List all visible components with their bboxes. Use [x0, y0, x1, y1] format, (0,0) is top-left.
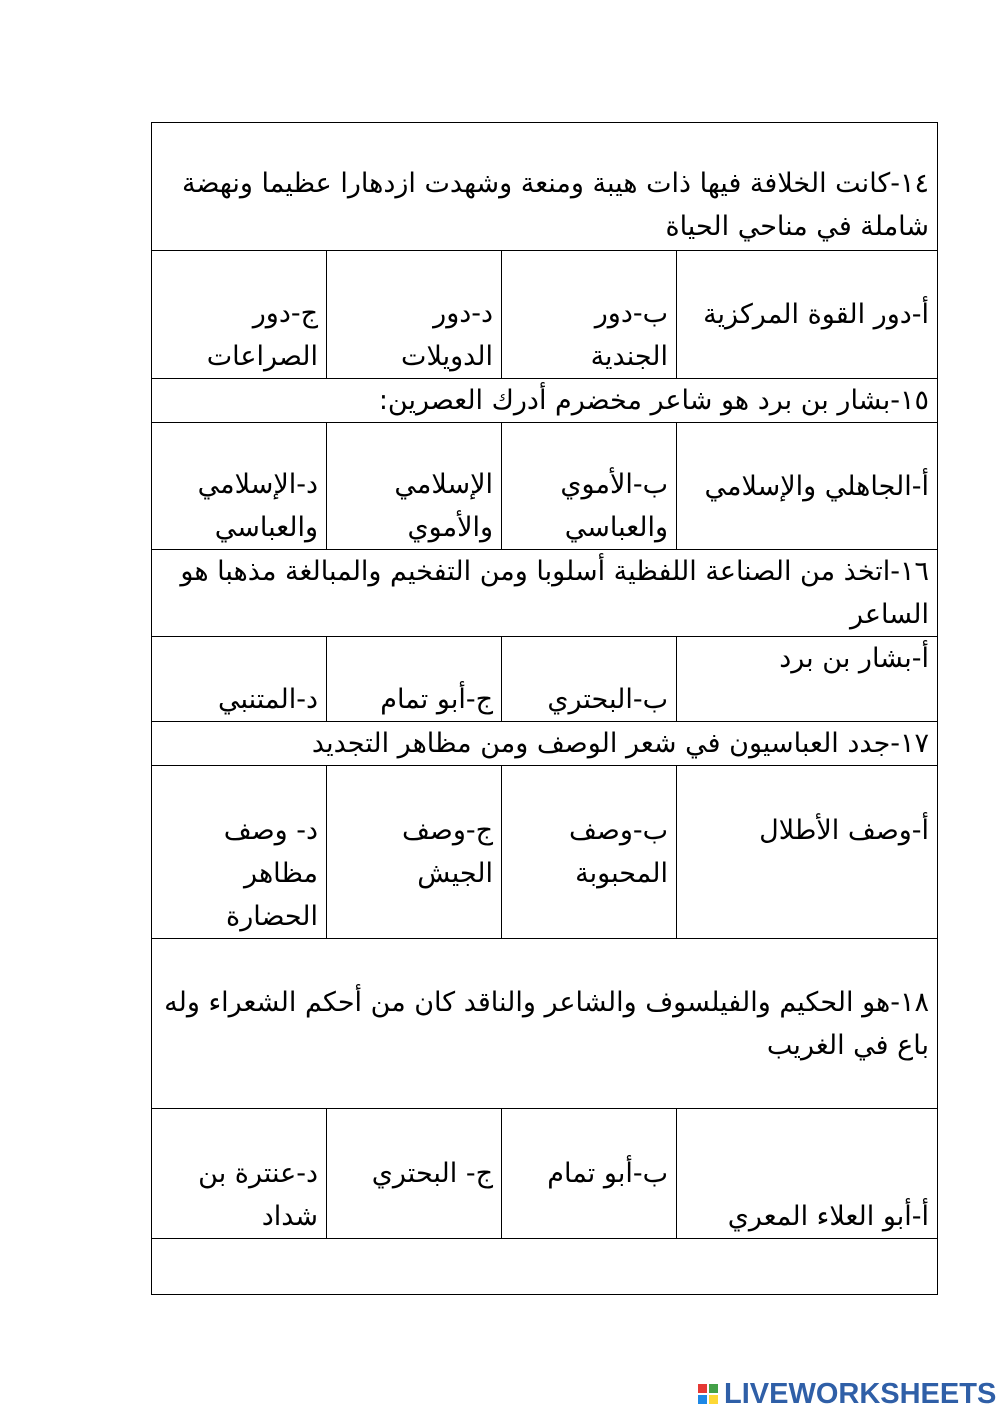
question-18-option-d[interactable]: د-عنترة بن شداد	[152, 1109, 327, 1239]
question-14-text: ١٤-كانت الخلافة فيها ذات هيبة ومنعة وشهدت ازدهارا عظيما ونهضة شاملة في مناحي الحياة	[152, 123, 938, 251]
question-14-option-c[interactable]: ج-دور الصراعات	[152, 251, 327, 379]
question-18-text: ١٨-هو الحكيم والفيلسوف والشاعر والناقد كان من أحكم الشعراء وله باع في الغريب	[152, 939, 938, 1109]
question-15-option-d[interactable]: د-الإسلامي والعباسي	[152, 423, 327, 550]
question-15-text: ١٥-بشار بن برد هو شاعر مخضرم أدرك العصرين:	[152, 379, 938, 423]
question-row	[152, 939, 938, 1109]
worksheet-table	[151, 122, 938, 1295]
question-15-option-b[interactable]: ب-الأموي والعباسي	[502, 423, 677, 550]
question-row	[152, 722, 938, 766]
options-row	[152, 423, 938, 550]
question-18-option-c[interactable]: ج- البحتري	[327, 1109, 502, 1239]
options-row	[152, 637, 938, 722]
options-row	[152, 251, 938, 379]
options-row	[152, 766, 938, 939]
question-17-option-c[interactable]: ج-وصف الجيش	[327, 766, 502, 939]
empty-cell	[152, 1239, 938, 1295]
question-16-option-d[interactable]: د-المتنبي	[152, 637, 327, 722]
question-15-option-c[interactable]: الإسلامي والأموي	[327, 423, 502, 550]
question-row	[152, 123, 938, 251]
question-16-option-a[interactable]: أ-بشار بن برد	[677, 637, 938, 722]
question-row	[152, 379, 938, 423]
question-row	[152, 550, 938, 637]
question-18-option-b[interactable]: ب-أبو تمام	[502, 1109, 677, 1239]
question-18-option-a[interactable]: أ-أبو العلاء المعري	[677, 1109, 938, 1239]
liveworksheets-brand	[698, 1378, 996, 1410]
options-row	[152, 1109, 938, 1239]
question-14-option-b[interactable]: ب-دور الجندية	[502, 251, 677, 379]
question-16-text: ١٦-اتخذ من الصناعة اللفظية أسلوبا ومن التفخيم والمبالغة مذهبا هو الساعر	[152, 550, 938, 637]
question-17-option-b[interactable]: ب-وصف المحبوبة	[502, 766, 677, 939]
brand-name: LIVEWORKSHEETS	[724, 1377, 997, 1410]
question-14-option-a[interactable]: أ-دور القوة المركزية	[677, 251, 938, 379]
question-17-text: ١٧-جدد العباسيون في شعر الوصف ومن مظاهر التجديد	[152, 722, 938, 766]
question-15-option-a[interactable]: أ-الجاهلي والإسلامي	[677, 423, 938, 550]
question-17-option-d[interactable]: د- وصف مظاهر الحضارة	[152, 766, 327, 939]
question-17-option-a[interactable]: أ-وصف الأطلال	[677, 766, 938, 939]
liveworksheets-logo-icon	[698, 1381, 720, 1407]
empty-row	[152, 1239, 938, 1295]
question-14-option-d[interactable]: د-دور الدويلات	[327, 251, 502, 379]
question-16-option-c[interactable]: ج-أبو تمام	[327, 637, 502, 722]
question-16-option-b[interactable]: ب-البحتري	[502, 637, 677, 722]
